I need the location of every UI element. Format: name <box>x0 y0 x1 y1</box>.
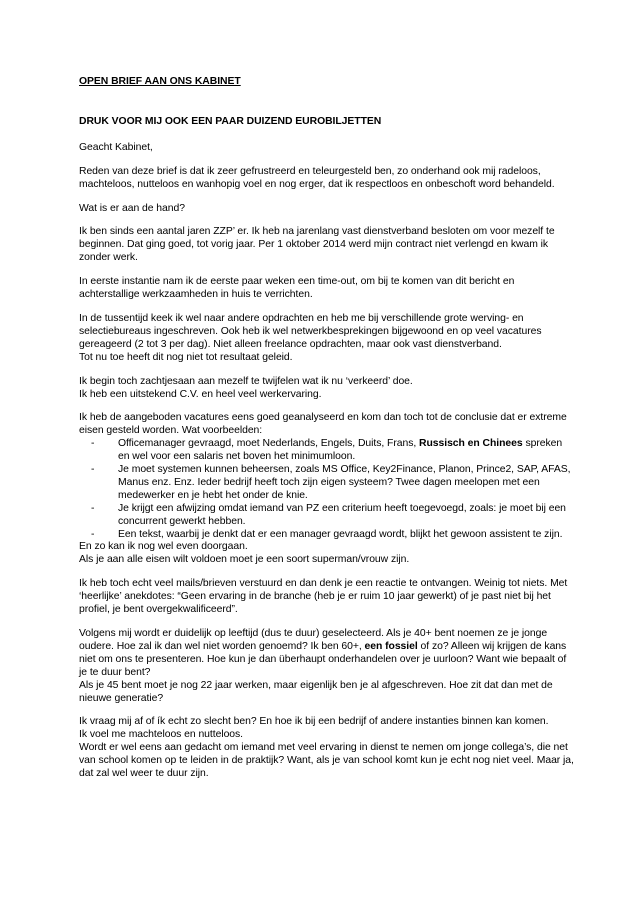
bullet-text: spreken en wel voor een salaris net boven het minimumloon. <box>118 438 563 463</box>
paragraph-requirements <box>79 541 575 567</box>
bullet-text-bold: Russisch en Chinees <box>419 438 523 450</box>
bullet-text: Officemanager gevraagd, moet Nederlands, Engels, Duits, Frans, <box>118 438 420 450</box>
bullet-dash: - <box>91 464 95 476</box>
paragraph-search <box>79 313 575 365</box>
bullet-dash: - <box>91 502 95 514</box>
paragraph-timeout: In eerste instantie nam ik de eerste paar weken een time-out, om bij te komen van dit bericht en achterstallige werkzaamheden in huis te verrichten. <box>79 276 515 301</box>
bullet-text: Je moet systemen kunnen beheersen, zoals MS Office, Key2Finance, Planon, Prince2, SAP, AFAS, Manus enz. Enz. Ieder bedrijf heeft toch zijn eigen systeem? Twee dagen meelopen met een medewerker en je hebt het onder de knie. <box>118 464 571 501</box>
paragraph-doubt <box>79 376 575 402</box>
letter-subtitle: DRUK VOOR MIJ OOK EEN PAAR DUIZEND EUROBILJETTEN <box>79 115 382 127</box>
paragraph-age-bold: een fossiel <box>364 640 418 652</box>
paragraph-doubt-text: Ik begin toch zachtjesaan aan mezelf te twijfelen wat ik nu ‘verkeerd’ doe. <box>79 375 413 387</box>
letter-title: OPEN BRIEF AAN ONS KABINET <box>79 76 241 87</box>
paragraph-age-generation: Als je 45 bent moet je nog 22 jaar werken, maar eigenlijk ben je al afgeschreven. Hoe zit dat dan met de nieuwe generatie? <box>79 679 553 704</box>
bullet-text: Een tekst, waarbij je denkt dat er een manager gevraagd wordt, blijkt het gewoon assistent te zijn. <box>118 528 563 540</box>
paragraph-age-text: of zo? Alleen wij krijgen de kans niet om ons te presenteren. Hoe kun je dan überhaupt onderhandelen over je uurloon? Want wie bepaalt of je te duur bent? <box>79 640 567 678</box>
letter-body <box>79 76 575 792</box>
paragraph-closing <box>79 716 575 781</box>
bullet-dash: - <box>91 528 95 540</box>
paragraph-age <box>79 628 575 705</box>
bullet-text: Je krijgt een afwijzing omdat iemand van PZ een criterium heeft toegevoegd, zoals: je moet bij een concurrent gewerkt hebben. <box>118 502 566 527</box>
paragraph-closing-feeling: Ik voel me machteloos en nutteloos. <box>79 729 244 741</box>
paragraph-requirements-text: En zo kan ik nog wel even doorgaan. <box>79 541 248 553</box>
paragraph-question: Wat is er aan de hand? <box>79 202 185 214</box>
list-item <box>79 503 575 529</box>
list-item <box>79 438 575 464</box>
bullet-dash: - <box>91 438 95 450</box>
paragraph-search-result: Tot nu toe heeft dit nog niet tot resultaat geleid. <box>79 351 293 363</box>
paragraph-analysis: Ik heb de aangeboden vacatures eens goed geanalyseerd en kom dan toch tot de conclusie dat er extreme eisen gesteld worden. Wat voorbeelden: <box>79 412 567 437</box>
salutation: Geacht Kabinet, <box>79 141 153 153</box>
paragraph-intro: Reden van deze brief is dat ik zeer gefrustreerd en teleurgesteld ben, zo onderhand ook mij radeloos, machteloos, nutteloos en wanhopig voel en nog erger, dat ik respectloos en onbeschoft word behandeld. <box>79 165 555 190</box>
paragraph-closing-experience: Wordt er wel eens aan gedacht om iemand met veel ervaring in dienst te nemen om jonge collega’s, die net van school komen op te leiden in de praktijk? Want, als je van school komt kun je echt nog niet veel. Maar ja, dat zal wel weer te duur zijn. <box>79 742 574 780</box>
list-item <box>79 464 575 503</box>
paragraph-responses: Ik heb toch echt veel mails/brieven verstuurd en dan denk je een reactie te ontvangen. Weinig tot niets. Met ‘heerlijke’ anekdotes: “Geen ervaring in de branche (heb je er ruim 10 jaar gewerkt) of je past niet bij het profiel, je bent overgekwalificeerd”. <box>79 578 568 616</box>
paragraph-closing-question: Ik vraag mij af of ík echt zo slecht ben? En hoe ik bij een bedrijf of andere instanties binnen kan komen. <box>79 716 549 728</box>
paragraph-age-text: Volgens mij wordt er duidelijk op leeftijd (dus te duur) geselecteerd. Als je 40+ bent noemen ze je jonge oudere. Hoe zal ik dan wel niet worden genoemd? Ik ben 60+, <box>79 628 548 652</box>
paragraph-search-text: In de tussentijd keek ik wel naar andere opdrachten en heb me bij verschillende grote werving- en selectiebureaus ingeschreven. Ook heb ik wel netwerkbesprekingen bijgewoond en op veel vacatures gereageerd (2 tot 3 per dag). Niet alleen freelance opdrachten, maar ook vast dienstverband. <box>79 312 542 350</box>
examples-list <box>79 438 575 541</box>
paragraph-requirements-superman: Als je aan alle eisen wilt voldoen moet je een soort superman/vrouw zijn. <box>79 554 410 566</box>
paragraph-doubt-cv: Ik heb een uitstekend C.V. en heel veel werkervaring. <box>79 388 322 400</box>
list-item <box>79 529 575 542</box>
paragraph-background: Ik ben sinds een aantal jaren ZZP’ er. Ik heb na jarenlang vast dienstverband besloten om voor mezelf te beginnen. Dat ging goed, tot vorig jaar. Per 1 oktober 2014 werd mijn contract niet verlengd en kwam ik zonder werk. <box>79 226 555 264</box>
